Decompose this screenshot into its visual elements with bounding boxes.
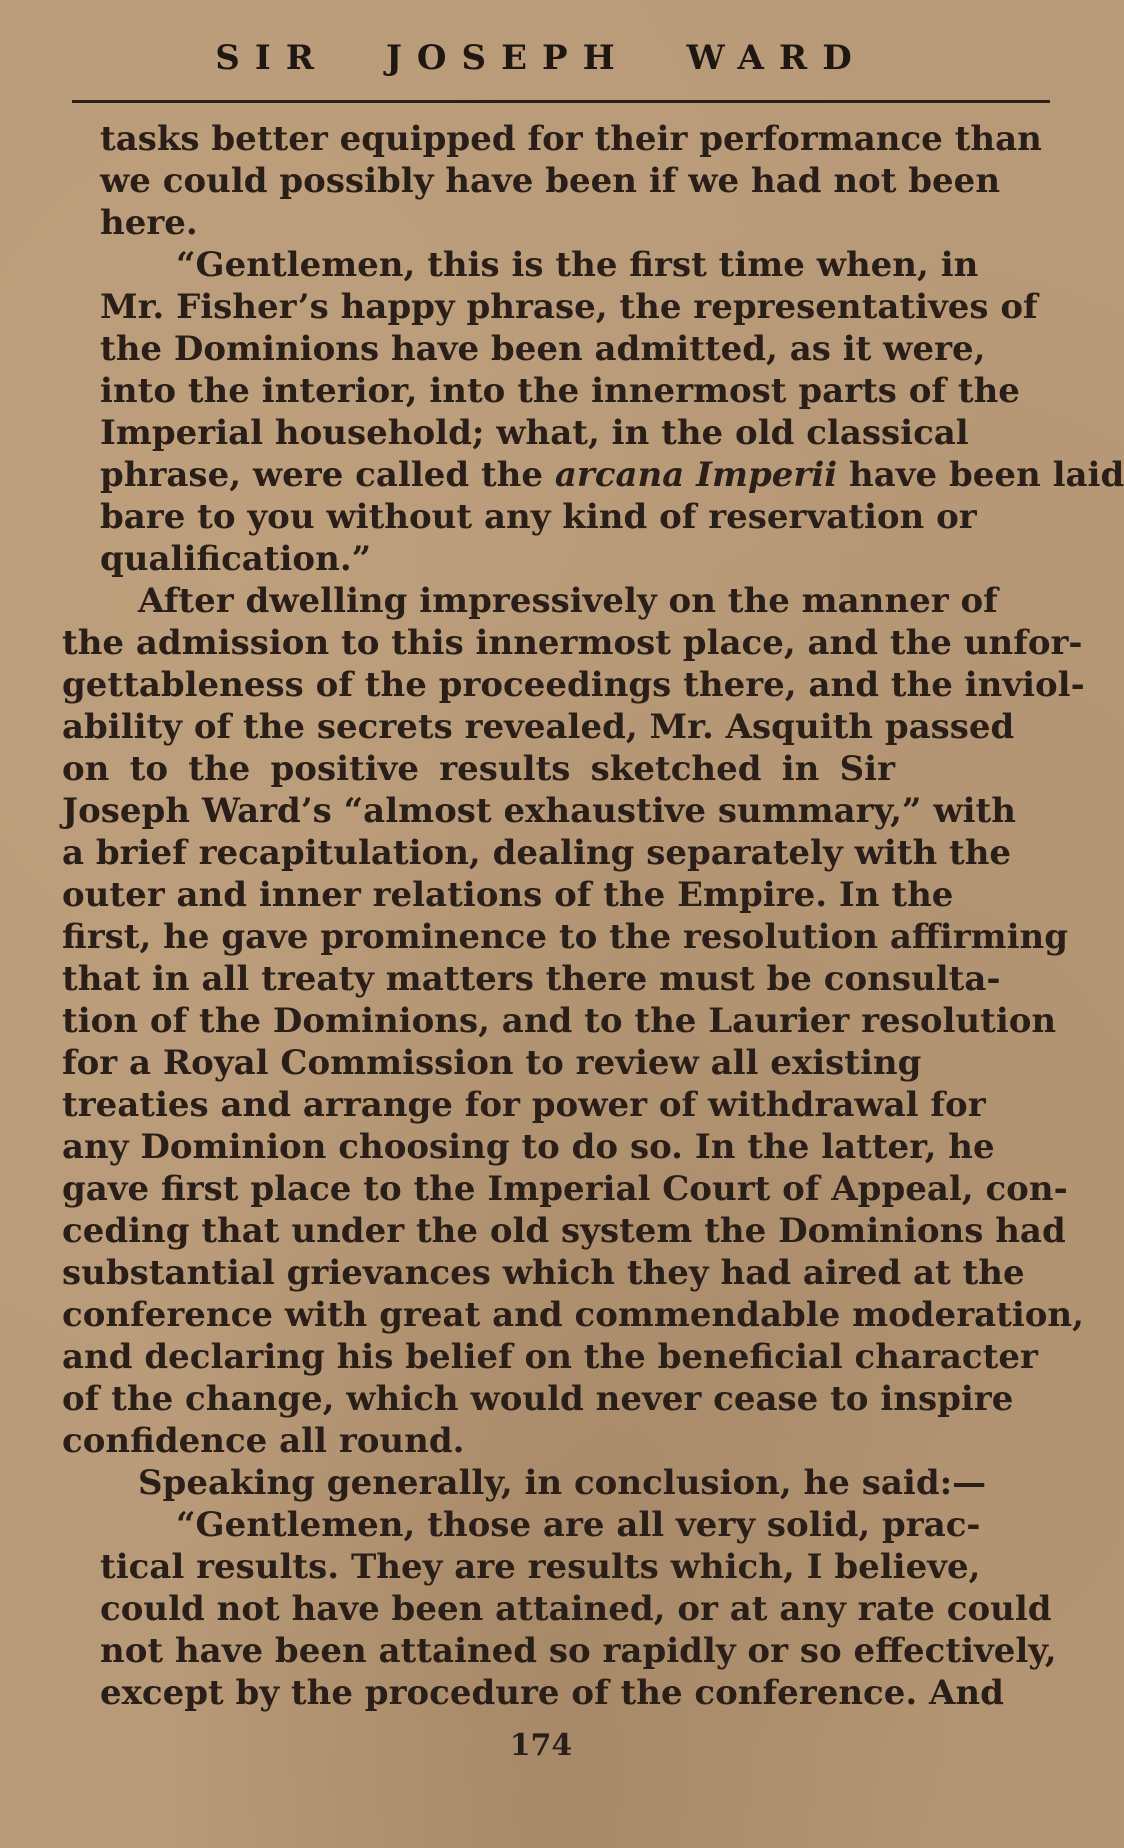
text-line: here.: [100, 203, 198, 243]
text-line: “Gentlemen, this is the first time when, in: [176, 245, 979, 285]
header-rule: [72, 100, 1050, 103]
text-line: ceding that under the old system the Dominions had: [62, 1211, 1066, 1251]
text-line: except by the procedure of the conference. And: [100, 1673, 1004, 1713]
text-line: Mr. Fisher’s happy phrase, the representatives of: [100, 287, 1038, 327]
italic-phrase: arcana Imperii: [554, 455, 838, 495]
page-number: 174: [509, 1728, 573, 1763]
text-line: and declaring his belief on the beneficial character: [62, 1337, 1038, 1377]
text-line: we could possibly have been if we had not been: [100, 161, 1001, 201]
text-line: gave first place to the Imperial Court of Appeal, con-: [62, 1169, 1068, 1209]
text-line: Joseph Ward’s “almost exhaustive summary,” with: [62, 791, 1016, 831]
text-run: have been laid: [837, 455, 1124, 495]
text-line: that in all treaty matters there must be consulta-: [62, 959, 1001, 999]
text-line: gettableness of the proceedings there, and the inviol-: [62, 665, 1085, 705]
text-line: into the interior, into the innermost parts of the: [100, 371, 1020, 411]
text-line: on to the positive results sketched in Sir: [62, 749, 895, 789]
text-line: After dwelling impressively on the manner of: [138, 581, 998, 621]
text-line: qualification.”: [100, 539, 372, 579]
text-line: conference with great and commendable moderation,: [62, 1295, 1084, 1335]
text-line: first, he gave prominence to the resolution affirming: [62, 917, 1068, 957]
text-line: treaties and arrange for power of withdrawal for: [62, 1085, 986, 1125]
text-line: tical results. They are results which, I believe,: [100, 1547, 981, 1587]
running-header: SIR JOSEPH WARD: [215, 38, 867, 78]
text-line: Imperial household; what, in the old classical: [100, 413, 969, 453]
text-line: could not have been attained, or at any rate could: [100, 1589, 1052, 1629]
text-line: tasks better equipped for their performance than: [100, 119, 1042, 159]
text-line-with-italic: [100, 454, 1124, 496]
text-line: outer and inner relations of the Empire. In the: [62, 875, 954, 915]
text-line: of the change, which would never cease to inspire: [62, 1379, 1014, 1419]
text-line: confidence all round.: [62, 1421, 465, 1461]
text-line: bare to you without any kind of reservation or: [100, 497, 977, 537]
text-line: Speaking generally, in conclusion, he said:—: [138, 1463, 987, 1503]
text-line: substantial grievances which they had aired at the: [62, 1253, 1025, 1293]
text-line: ability of the secrets revealed, Mr. Asquith passed: [62, 707, 1015, 747]
text-line: any Dominion choosing to do so. In the latter, he: [62, 1127, 995, 1167]
text-line: not have been attained so rapidly or so effectively,: [100, 1631, 1057, 1671]
text-line: the admission to this innermost place, and the unfor-: [62, 623, 1083, 663]
text-line: for a Royal Commission to review all existing: [62, 1043, 922, 1083]
text-line: the Dominions have been admitted, as it were,: [100, 329, 986, 369]
text-line: tion of the Dominions, and to the Laurier resolution: [62, 1001, 1057, 1041]
text-line: “Gentlemen, those are all very solid, prac-: [176, 1505, 981, 1545]
text-line: a brief recapitulation, dealing separately with the: [62, 833, 1012, 873]
text-run: phrase, were called the: [100, 455, 555, 495]
